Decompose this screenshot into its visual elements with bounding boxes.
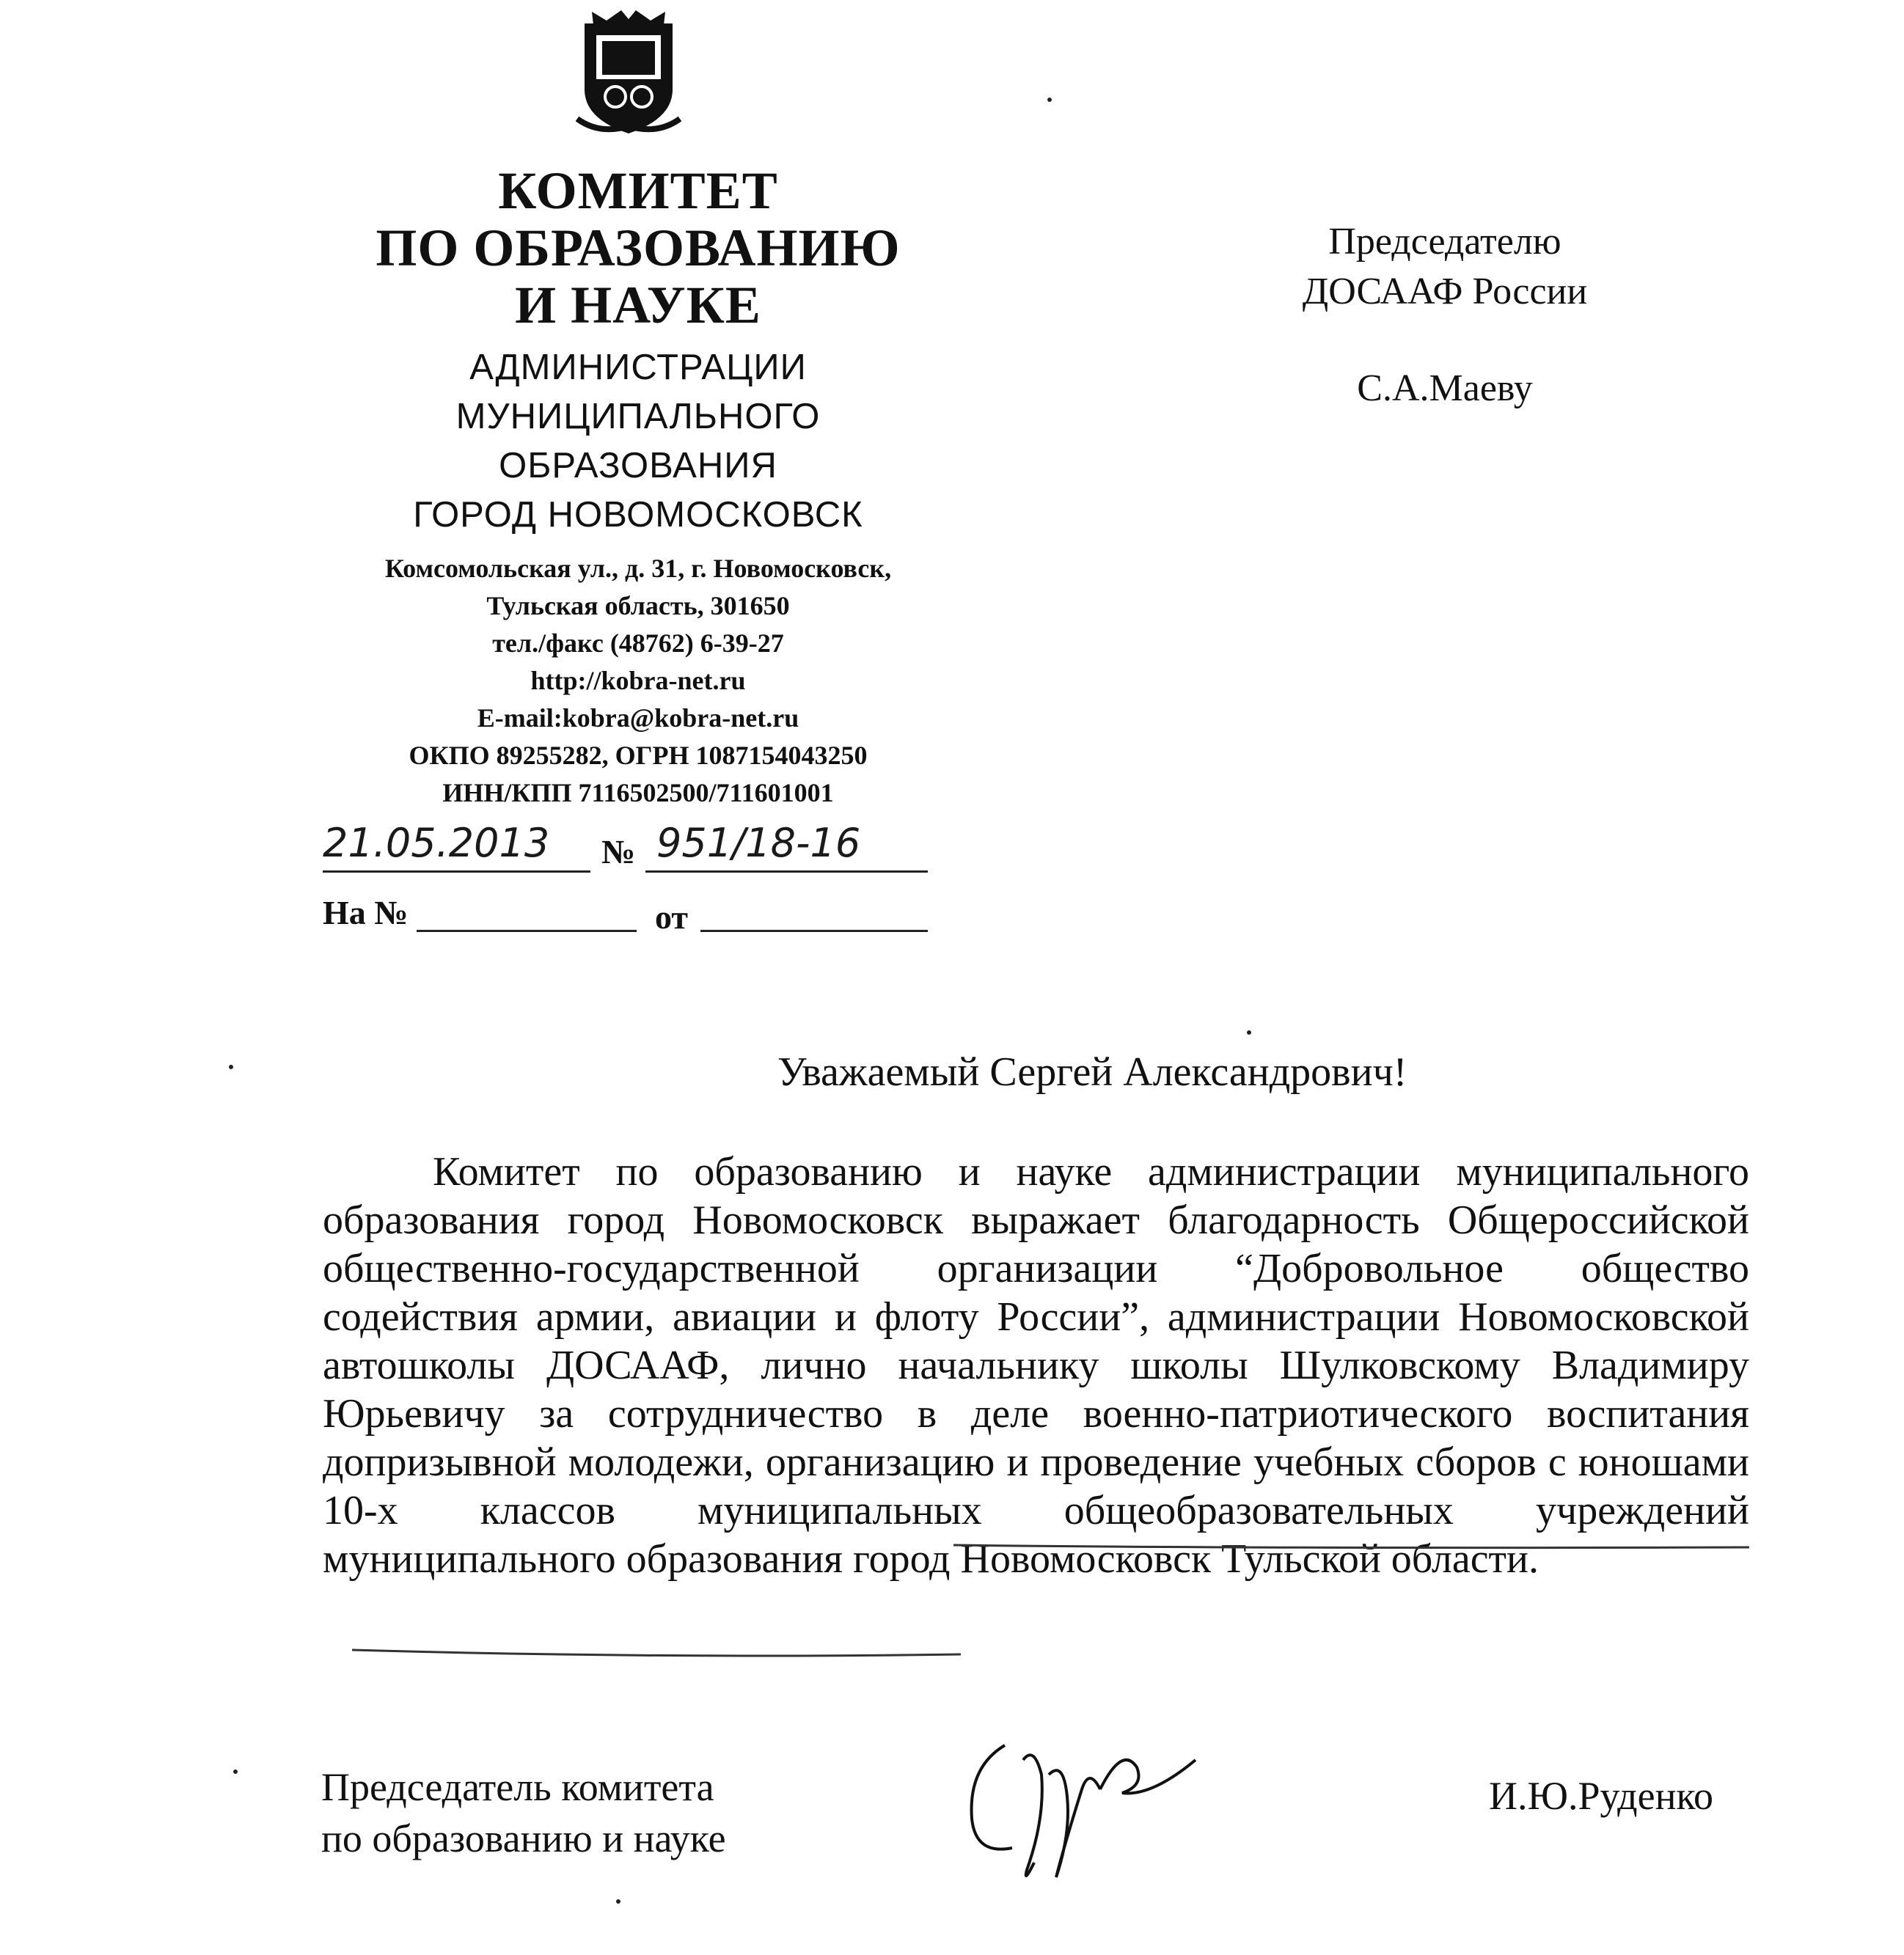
org-admin-line-4: ГОРОД НОВОМОСКОВСК: [413, 495, 863, 535]
letter-body: Комитет по образованию и науке администрации муниципального образования город Новомосковск выражает благодарность Общероссийской общественно-государственной организации “Добровольное общество содействия армии, авиации и флоту России”, администрации Новомосковской автошколы ДОСААФ, лично начальнику школы Шулковскому Владимиру Юрьевичу за сотрудничество в деле военно-патриотического воспитания допризывной молодежи, организацию и проведение учебных сборов с юношами 10-х классов муниципальных общеобразовательных учреждений муниципального образования город Новомосковск Тульской области.: [323, 1149, 1749, 1582]
date-underline: [323, 870, 590, 873]
contact-website: http://kobra-net.ru: [530, 666, 746, 695]
scan-speck: [1047, 98, 1052, 102]
number-underline: [645, 870, 928, 873]
letter-date: 21.05.2013: [323, 820, 550, 866]
contact-inn-kpp: ИНН/КПП 7116502500/711601001: [442, 778, 834, 807]
org-admin-line-1: АДМИНИСТРАЦИИ: [469, 348, 807, 387]
org-admin-line-3: ОБРАЗОВАНИЯ: [499, 446, 777, 485]
letter-number: 951/18-16: [656, 820, 861, 866]
coat-of-arms-icon: [570, 9, 687, 139]
signer-role-line-2: по образованию и науке: [321, 1816, 726, 1860]
reply-from-label: от: [655, 898, 688, 936]
org-title-line-3: И НАУКЕ: [515, 276, 761, 334]
scan-speck: [1247, 1030, 1251, 1035]
contact-phone: тел./факс (48762) 6-39-27: [492, 628, 784, 658]
org-title-line-1: КОМИТЕТ: [498, 161, 778, 220]
reply-number-label: На №: [323, 894, 409, 931]
scan-speck: [233, 1769, 238, 1774]
contact-okpo-ogrn: ОКПО 89255282, ОГРН 1087154043250: [409, 741, 868, 770]
contact-email: E-mail:kobra@kobra-net.ru: [477, 703, 799, 733]
addressee-line-2: ДОСААФ России: [1302, 271, 1588, 312]
addressee-name: С.А.Маеву: [1357, 367, 1533, 409]
scan-speck: [229, 1065, 233, 1069]
salutation: Уважаемый Сергей Александрович!: [777, 1049, 1407, 1095]
reply-from-underline: [700, 930, 928, 932]
reply-number-underline: [417, 930, 637, 932]
handwritten-signature: [953, 1716, 1232, 1892]
number-sign: №: [601, 833, 636, 870]
addressee-line-1: Председателю: [1328, 221, 1561, 263]
org-title-line-2: ПО ОБРАЗОВАНИЮ: [376, 219, 901, 277]
contact-address: Комсомольская ул., д. 31, г. Новомосковск,: [384, 554, 892, 583]
scan-speck: [616, 1899, 620, 1904]
org-admin-line-2: МУНИЦИПАЛЬНОГО: [455, 397, 821, 436]
signer-name: И.Ю.Руденко: [1489, 1774, 1713, 1818]
signer-role-line-1: Председатель комитета: [321, 1765, 714, 1809]
signer-role: [321, 1761, 726, 1864]
contact-region: Тульская область, 301650: [486, 591, 790, 620]
